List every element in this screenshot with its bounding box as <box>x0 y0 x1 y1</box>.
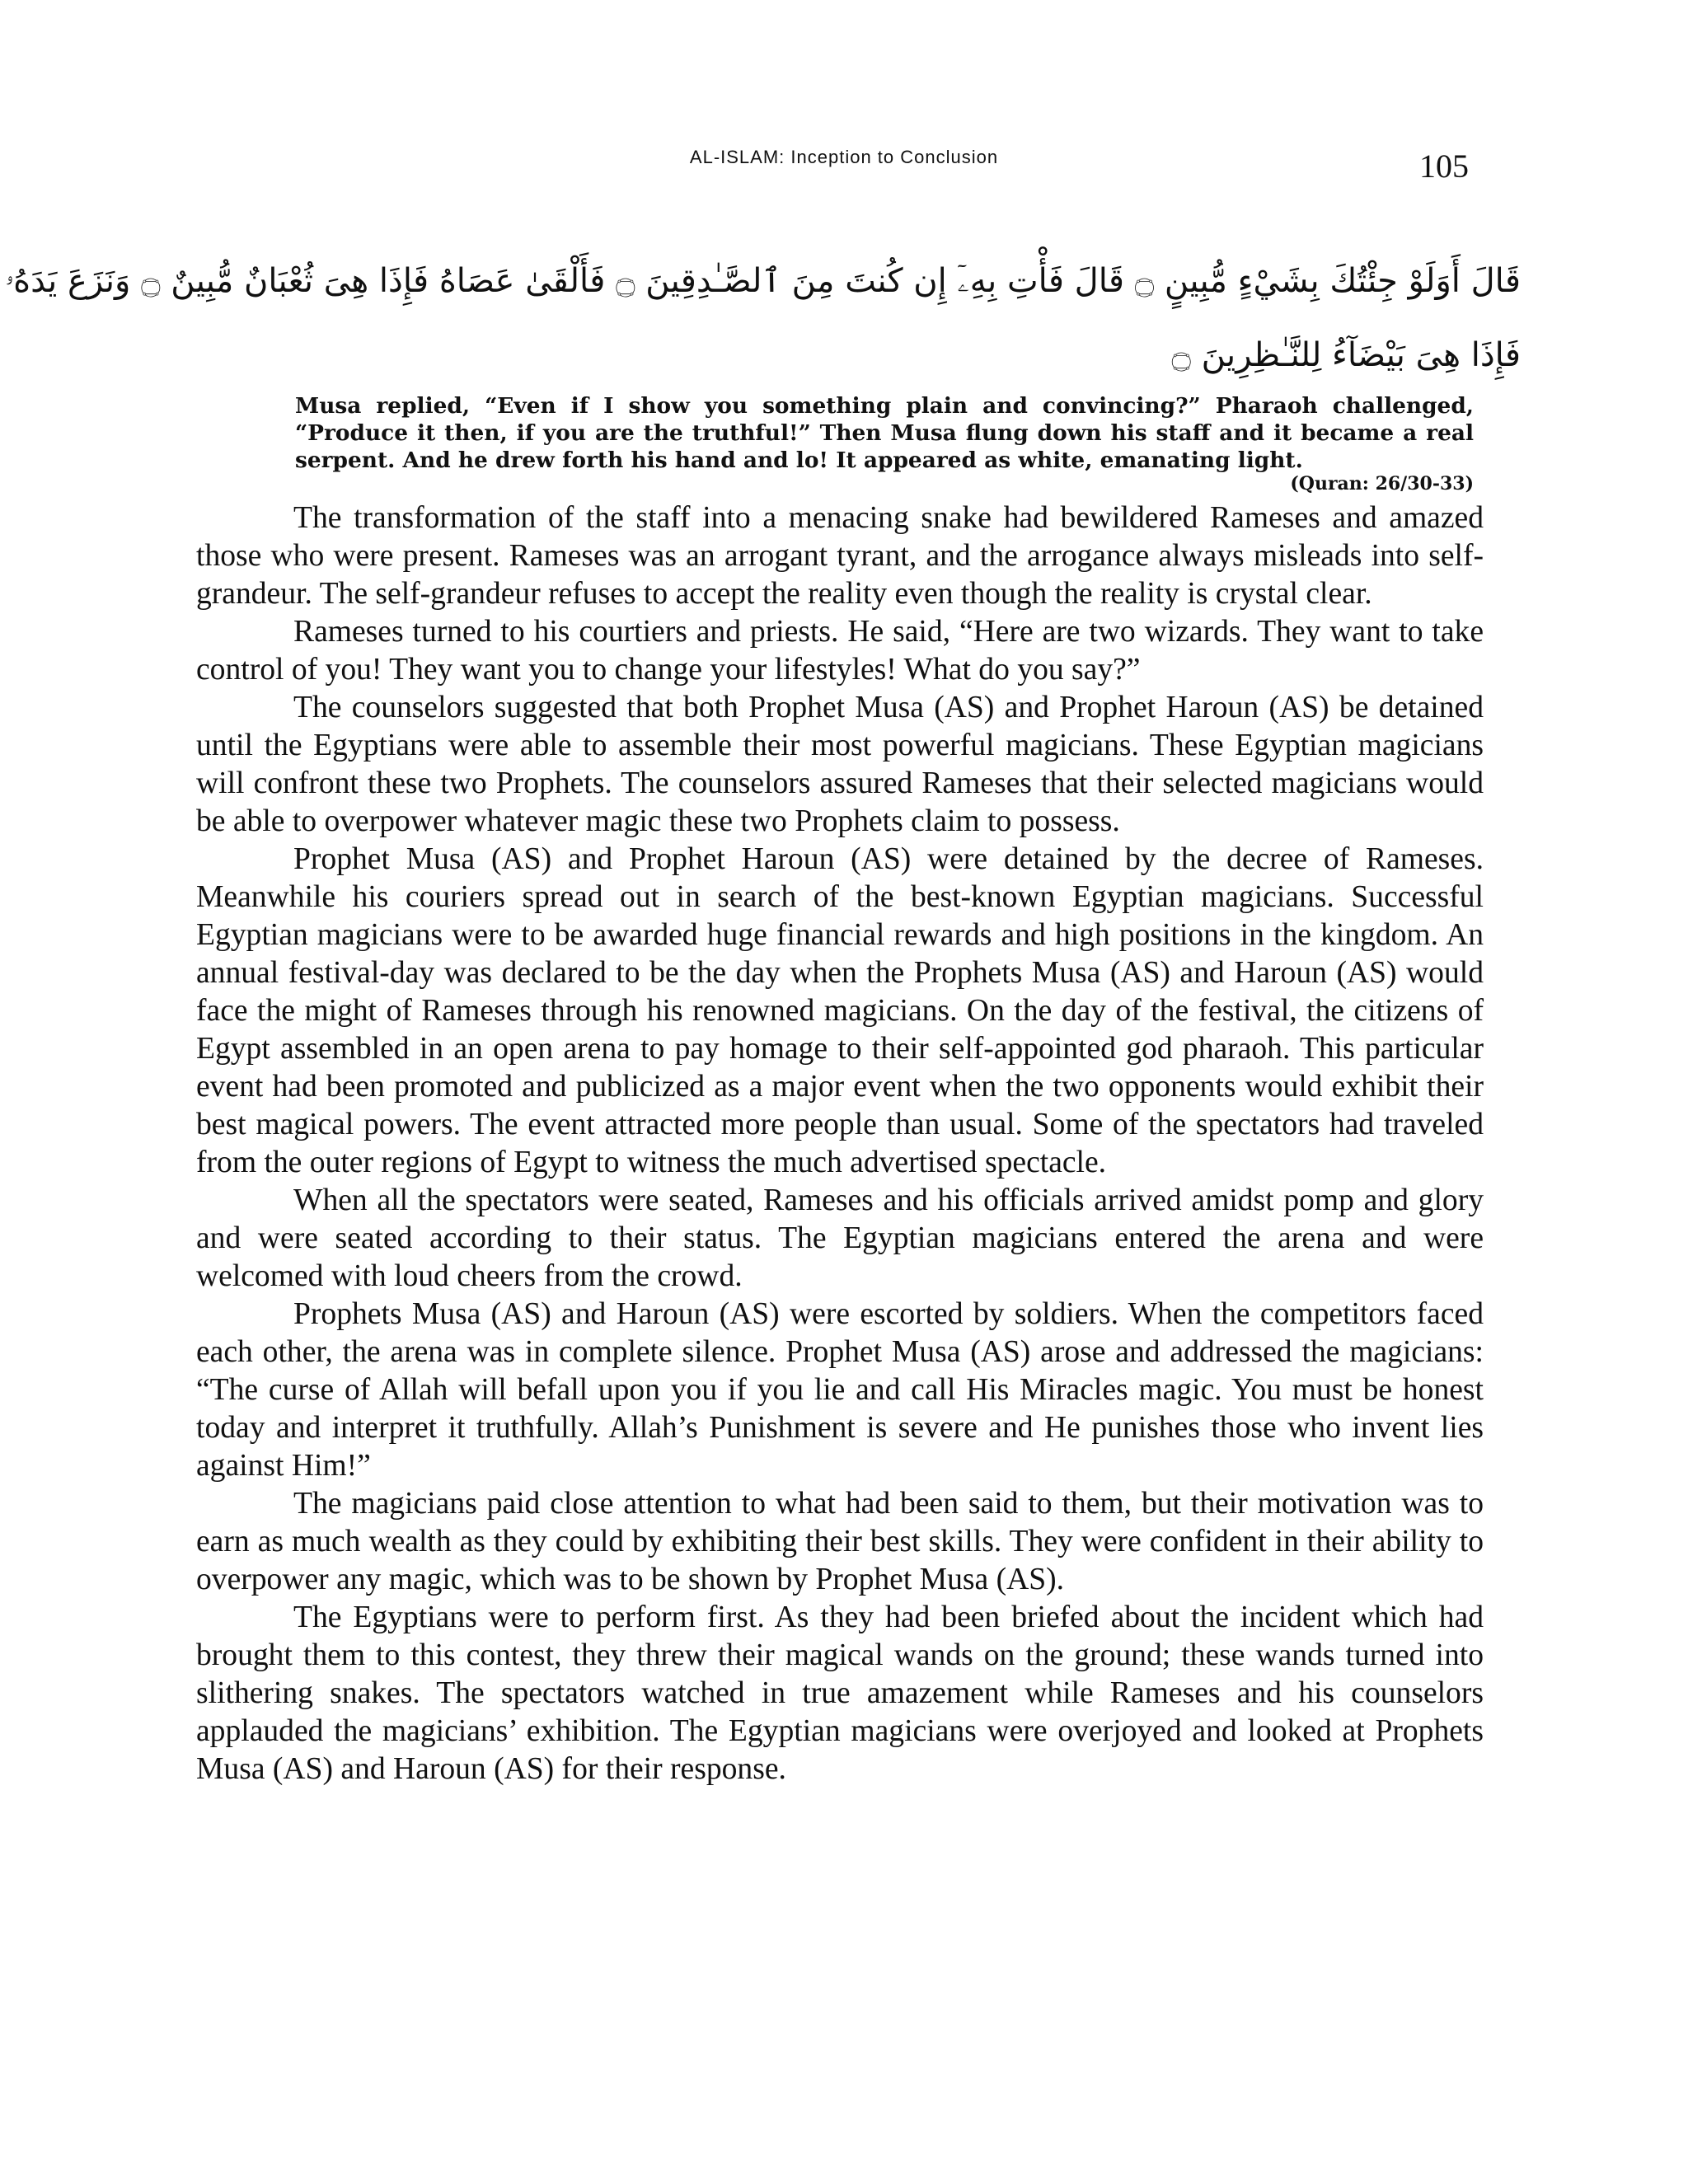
arabic-verse-line-2: فَإِذَا هِىَ بَيْضَآءُ لِلنَّـٰظِرِينَ ۝ <box>1171 336 1521 374</box>
paragraph: When all the spectators were seated, Rameses and his officials arrived amidst pomp and glory and were seated according to their status. The Egyptian magicians entered the arena and were welcomed with loud cheers from the crowd. <box>196 1183 1484 1293</box>
paragraph: Prophet Musa (AS) and Prophet Haroun (AS) were detained by the decree of Rameses. Meanwhile his couriers spread out in search of the best-known Egyptian magicians. Successful Egyptian magicians were to be awarded huge financial rewards and high positions in the kingdom. An annual festival-day was declared to be the day when the Prophets Musa (AS) and Haroun (AS) would face the might of Rameses through his renowned magicians. On the day of the festival, the citizens of Egypt assembled in an open arena to pay homage to their self-appointed god pharaoh. This particular event had been promoted and publicized as a major event when the two opponents would exhibit their best magical powers. The event attracted more people than usual. Some of the spectators had traveled from the outer regions of Egypt to witness the much advertised spectacle. <box>196 842 1484 1179</box>
paragraph: The transformation of the staff into a menacing snake had bewildered Rameses and amazed those who were present. Rameses was an arrogant tyrant, and the arrogance always misleads into self-grandeur. The self-grandeur refuses to accept the reality even though the reality is crystal clear. <box>196 501 1484 611</box>
page-number: 105 <box>1419 148 1469 185</box>
verse-translation: Musa replied, “Even if I show you something plain and convincing?” Pharaoh challenged, “Produce it then, if you are the truthful!” Then Musa flung down his staff and it became a real serpent. And he drew forth his hand and lo! It appeared as white, emanating light. <box>295 393 1474 473</box>
arabic-verse-line-1: قَالَ أَوَلَوْ جِئْتُكَ بِشَيْءٍ مُّبِينٍ ۝ قَالَ فَأْتِ بِهِۦٓ إِن كُنتَ مِنَ ٱلصَّـٰدِقِينَ ۝ فَأَلْقَىٰ عَصَاهُ فَإِذَا هِىَ ثُعْبَانٌ مُّبِينٌ ۝ وَنَزَعَ يَدَهُۥ <box>5 262 1521 300</box>
paragraph: Rameses turned to his courtiers and priests. He said, “Here are two wizards. They want to take control of you! They want you to change your lifestyles! What do you say?” <box>196 615 1484 687</box>
body-text <box>196 499 1484 1788</box>
paragraph: The Egyptians were to perform first. As they had been briefed about the incident which had brought them to this contest, they threw their magical wands on the ground; these wands turned into slithering snakes. The spectators watched in true amazement while Rameses and his counselors applauded the magicians’ exhibition. The Egyptian magicians were overjoyed and looked at Prophets Musa (AS) and Haroun (AS) for their response. <box>196 1601 1484 1786</box>
paragraph: Prophets Musa (AS) and Haroun (AS) were escorted by soldiers. When the competitors faced each other, the arena was in complete silence. Prophet Musa (AS) arose and addressed the magicians: “The curse of Allah will befall upon you if you lie and call His Miracles magic. You must be honest today and interpret it truthfully. Allah’s Punishment is severe and He punishes those who invent lies against Him!” <box>196 1297 1484 1483</box>
verse-citation: (Quran: 26/30-33) <box>1290 473 1474 494</box>
paragraph: The counselors suggested that both Prophet Musa (AS) and Prophet Haroun (AS) be detained until the Egyptians were able to assemble their most powerful magicians. These Egyptian magicians will confront these two Prophets. The counselors assured Rameses that their selected magicians would be able to overpower whatever magic these two Prophets claim to possess. <box>196 691 1484 838</box>
paragraph: The magicians paid close attention to what had been said to them, but their motivation was to earn as much wealth as they could by exhibiting their best skills. They were confident in their ability to overpower any magic, which was to be shown by Prophet Musa (AS). <box>196 1487 1484 1596</box>
running-head: AL-ISLAM: Inception to Conclusion <box>689 147 999 167</box>
